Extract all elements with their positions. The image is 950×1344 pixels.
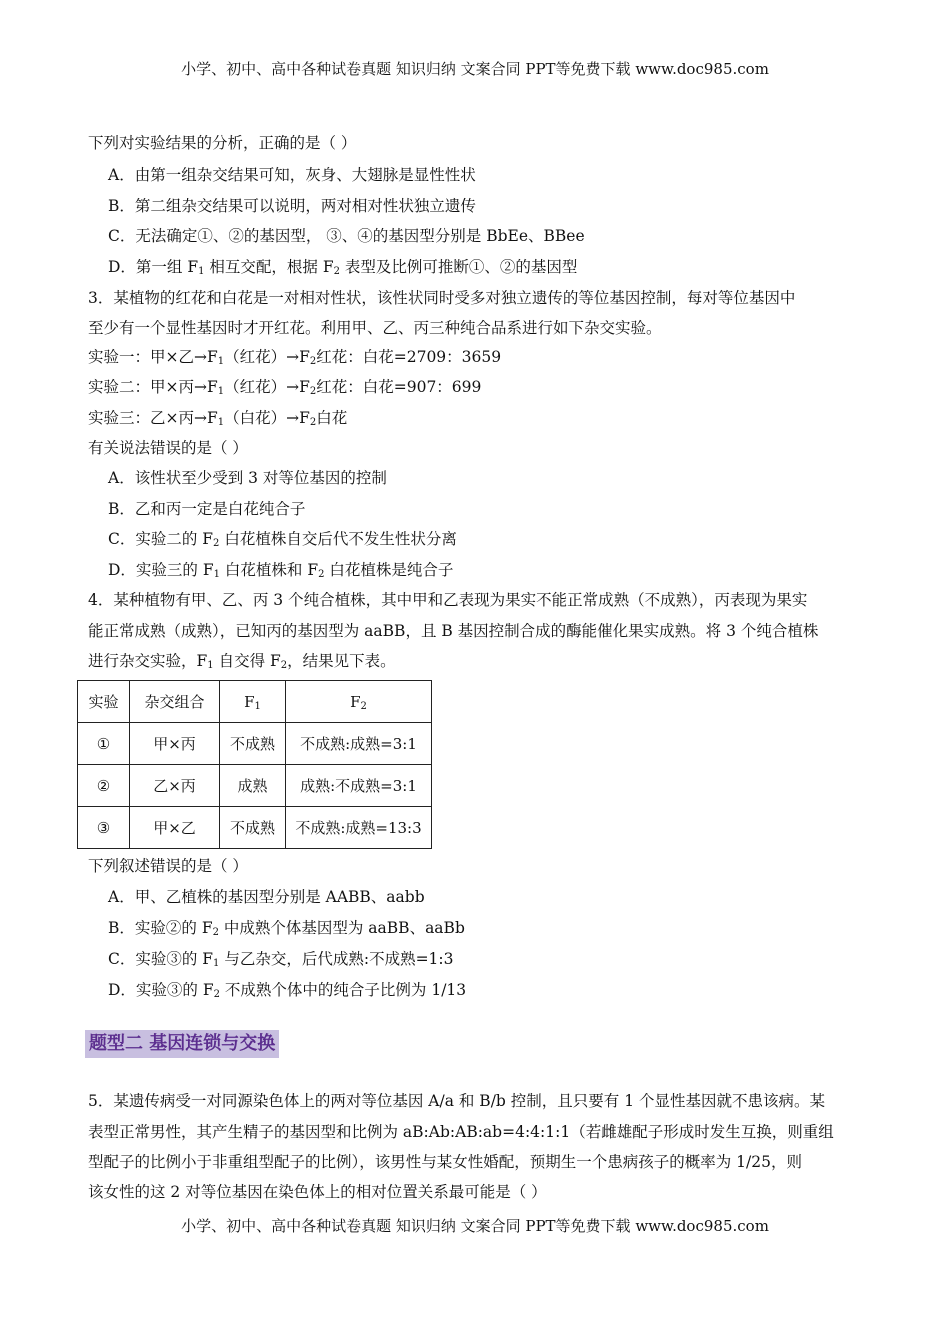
q4-option-a: A．甲、乙植株的基因型分别是 AABB、aabb bbox=[108, 888, 425, 906]
q4-results-table bbox=[77, 680, 432, 849]
q2-option-a: A．由第一组杂交结果可知，灰身、大翅脉是显性性状 bbox=[108, 166, 476, 184]
q3-experiment-2: 实验二：甲×丙$\to F_1$（红花）$\to F_2$红花：白花=907：699 bbox=[88, 378, 482, 397]
table-header-row bbox=[78, 681, 432, 723]
q3-experiment-1: 实验一：甲×乙$\to F_1$（红花）$\to F_2$红花：白花=2709：3659 bbox=[88, 348, 502, 367]
q3-option-a: A．该性状至少受到 3 对等位基因的控制 bbox=[108, 469, 387, 487]
table-cell: 不成熟:成熟=3:1 bbox=[286, 723, 432, 765]
q3-ask: 有关说法错误的是（ ） bbox=[88, 439, 248, 457]
q4-option-d: D．实验③的 $F_2$ 不成熟个体中的纯合子比例为 1/13 bbox=[108, 981, 467, 1000]
q5-stem-line2: 表型正常男性，其产生精子的基因型和比例为 aB:Ab:AB:ab=4:4:1:1（若雌雄配子形成时发生互换，则重组 bbox=[88, 1123, 834, 1141]
q4-stem-line2: 能正常成熟（成熟），已知丙的基因型为 aaBB，且 B 基因控制合成的酶能催化果实成熟。将 3 个纯合植株 bbox=[88, 622, 819, 640]
page-header: 小学、初中、高中各种试卷真题 知识归纳 文案合同 PPT等免费下载 www.doc985.com bbox=[181, 60, 769, 78]
table-row bbox=[78, 807, 432, 849]
page-footer: 小学、初中、高中各种试卷真题 知识归纳 文案合同 PPT等免费下载 www.doc985.com bbox=[181, 1217, 769, 1235]
q4-ask: 下列叙述错误的是（ ） bbox=[88, 857, 248, 875]
q3-option-b: B．乙和丙一定是白花纯合子 bbox=[108, 500, 306, 518]
table-cell: 不成熟 bbox=[220, 807, 286, 849]
q5-stem-line1: 5．某遗传病受一对同源染色体上的两对等位基因 A/a 和 B/b 控制，且只要有 1 个显性基因就不患该病。某 bbox=[88, 1092, 825, 1110]
table-header-cell: $F_2$ bbox=[286, 681, 432, 723]
q3-stem-line1: 3．某植物的红花和白花是一对相对性状，该性状同时受多对独立遗传的等位基因控制，每对等位基因中 bbox=[88, 289, 796, 307]
q5-stem-line3: 型配子的比例小于非重组型配子的比例），该男性与某女性婚配，预期生一个患病孩子的概率为 1/25，则 bbox=[88, 1153, 802, 1171]
table-cell: ② bbox=[78, 765, 130, 807]
table-cell: 成熟:不成熟=3:1 bbox=[286, 765, 432, 807]
q4-option-b: B．实验②的 $F_2$ 中成熟个体基因型为 aaBB、aaBb bbox=[108, 919, 465, 938]
table-header-cell: 实验 bbox=[78, 681, 130, 723]
table-header-cell: $F_1$ bbox=[220, 681, 286, 723]
q5-stem-line4: 该女性的这 2 对等位基因在染色体上的相对位置关系最可能是（ ） bbox=[88, 1183, 547, 1201]
q2-option-c: C．无法确定①、②的基因型， ③、④的基因型分别是 BbEe、BBee bbox=[108, 227, 585, 245]
table-cell: 不成熟:成熟=13:3 bbox=[286, 807, 432, 849]
q4-stem-line3: 进行杂交实验，$F_1$ 自交得 $F_2$，结果见下表。 bbox=[88, 652, 396, 671]
q3-option-c: C．实验二的 $F_2$ 白花植株自交后代不发生性状分离 bbox=[108, 530, 457, 549]
q3-option-d: D．实验三的 $F_1$ 白花植株和 $F_2$ 白花植株是纯合子 bbox=[108, 561, 454, 580]
q4-option-c: C．实验③的 $F_1$ 与乙杂交，后代成熟:不成熟=1:3 bbox=[108, 950, 454, 969]
q3-stem-line2: 至少有一个显性基因时才开红花。利用甲、乙、丙三种纯合品系进行如下杂交实验。 bbox=[88, 319, 662, 337]
table-cell: 甲×丙 bbox=[130, 723, 220, 765]
table-cell: 成熟 bbox=[220, 765, 286, 807]
table-cell: ① bbox=[78, 723, 130, 765]
q2-option-b: B．第二组杂交结果可以说明，两对相对性状独立遗传 bbox=[108, 197, 476, 215]
table-cell: 不成熟 bbox=[220, 723, 286, 765]
section-heading: 题型二 基因连锁与交换 bbox=[85, 1030, 279, 1058]
q2-option-d: D．第一组 $F_1$ 相互交配，根据 $F_2$ 表型及比例可推断①、②的基因型 bbox=[108, 258, 578, 277]
table-header-cell: 杂交组合 bbox=[130, 681, 220, 723]
q4-stem-line1: 4．某种植物有甲、乙、丙 3 个纯合植株，其中甲和乙表现为果实不能正常成熟（不成熟），丙表现为果实 bbox=[88, 591, 808, 609]
table-row bbox=[78, 723, 432, 765]
table-cell: 甲×乙 bbox=[130, 807, 220, 849]
table-cell: ③ bbox=[78, 807, 130, 849]
table-row bbox=[78, 765, 432, 807]
q2-stem: 下列对实验结果的分析，正确的是（ ） bbox=[88, 134, 357, 152]
q3-experiment-3: 实验三：乙×丙$\to F_1$（白花）$\to F_2$白花 bbox=[88, 409, 348, 428]
table-cell: 乙×丙 bbox=[130, 765, 220, 807]
